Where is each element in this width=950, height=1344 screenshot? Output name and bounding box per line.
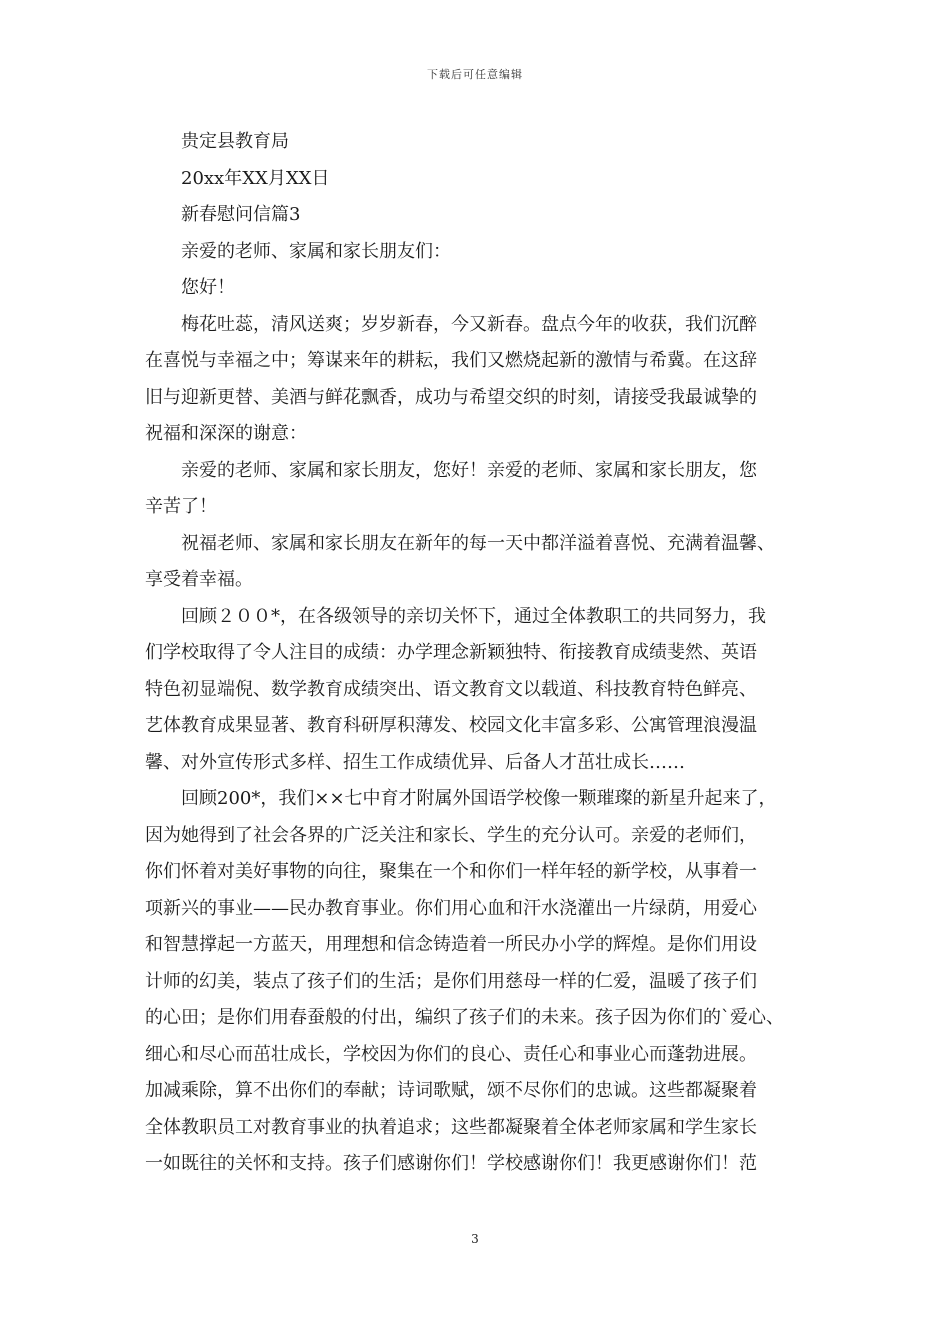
- text-line: 们学校取得了令人注目的成绩：办学理念新颖独特、衔接教育成绩斐然、英语: [145, 642, 757, 663]
- text-line: 因为她得到了社会各界的广泛关注和家长、学生的充分认可。亲爱的老师们，: [145, 824, 757, 846]
- text-line: 项新兴的事业——民办教育事业。你们用心血和汗水浇灌出一片绿荫，用爱心: [145, 897, 757, 919]
- page-header-note: 下载后可任意编辑: [427, 68, 523, 81]
- text-line: 20xx年XX月XX日: [181, 167, 330, 189]
- document-body: [145, 124, 810, 1183]
- text-line: 享受着幸福。: [145, 569, 253, 590]
- text-line: 艺体教育成果显著、教育科研厚积薄发、校园文化丰富多彩、公寓管理浪漫温: [145, 715, 757, 736]
- text-line: 全体教职员工对教育事业的执着追求；这些都凝聚着全体老师家属和学生家长: [145, 1116, 757, 1138]
- text-line: 贵定县教育局: [181, 131, 289, 152]
- text-line: 细心和尽心而茁壮成长，学校因为你们的良心、责任心和事业心而蓬勃进展。: [145, 1043, 757, 1065]
- page-number: 3: [471, 1232, 479, 1246]
- text-line: 祝福和深深的谢意：: [145, 423, 307, 444]
- text-line: 亲爱的老师、家属和家长朋友，您好！亲爱的老师、家属和家长朋友，您: [181, 459, 757, 481]
- text-line: 回顾200*，我们××七中育才附属外国语学校像一颗璀璨的新星升起来了，: [181, 788, 777, 809]
- text-line: 回顾２００*，在各级领导的亲切关怀下，通过全体教职工的共同努力，我: [181, 605, 766, 627]
- text-line: 计师的幻美，装点了孩子们的生活；是你们用慈母一样的仁爱，温暖了孩子们: [145, 970, 757, 992]
- text-line: 祝福老师、家属和家长朋友在新年的每一天中都洋溢着喜悦、充满着温馨、: [181, 532, 775, 554]
- text-line: 梅花吐蕊，清风送爽；岁岁新春，今又新春。盘点今年的收获，我们沉醉: [181, 313, 757, 335]
- text-line: 你们怀着对美好事物的向往，聚集在一个和你们一样年轻的新学校，从事着一: [145, 861, 757, 882]
- text-line: 一如既往的关怀和支持。孩子们感谢你们！学校感谢你们！我更感谢你们！范: [145, 1153, 757, 1174]
- text-line: 特色初显端倪、数学教育成绩突出、语文教育文以载道、科技教育特色鲜亮、: [145, 678, 757, 700]
- text-line: 馨、对外宣传形式多样、招生工作成绩优异、后备人才茁壮成长……: [145, 751, 685, 773]
- text-line: 您好！: [181, 277, 235, 298]
- text-line: 亲爱的老师、家属和家长朋友们：: [181, 240, 451, 262]
- text-line: 辛苦了！: [145, 496, 217, 517]
- text-line: 的心田；是你们用春蚕般的付出，编织了孩子们的未来。孩子因为你们的`爱心、: [145, 1007, 784, 1028]
- text-line: 旧与迎新更替、美酒与鲜花飘香，成功与希望交织的时刻，请接受我最诚挚的: [145, 386, 757, 408]
- text-line: 新春慰问信篇3: [181, 204, 301, 225]
- text-line: 在喜悦与幸福之中；筹谋来年的耕耘，我们又燃烧起新的激情与希冀。在这辞: [145, 350, 757, 371]
- text-line: 和智慧撑起一方蓝天，用理想和信念铸造着一所民办小学的辉煌。是你们用设: [145, 934, 757, 955]
- text-line: 加减乘除，算不出你们的奉献；诗词歌赋，颂不尽你们的忠诚。这些都凝聚着: [145, 1080, 757, 1101]
